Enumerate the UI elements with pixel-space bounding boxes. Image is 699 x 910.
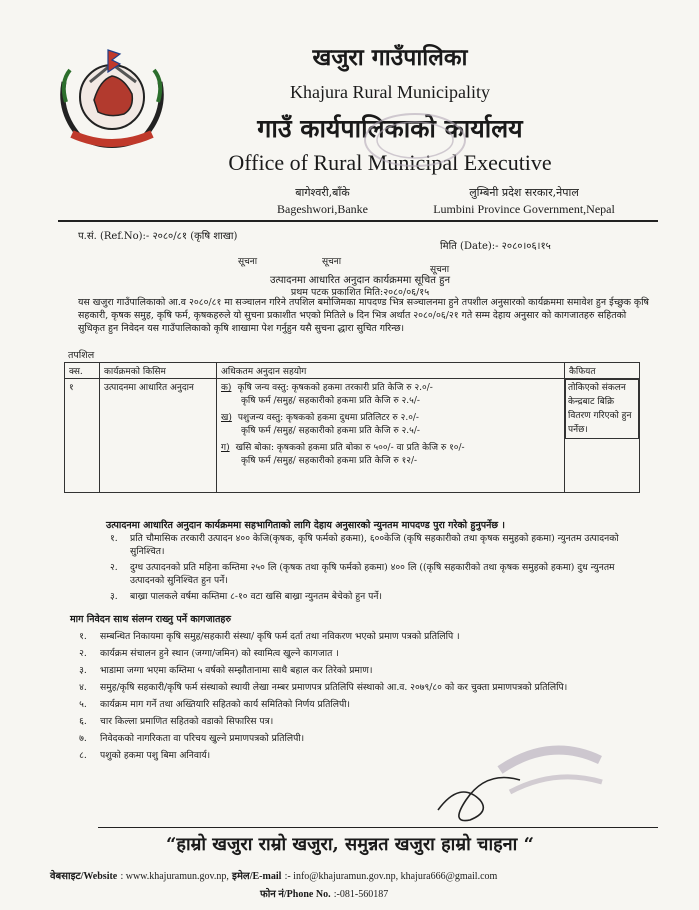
footer-phone: [260, 886, 388, 900]
documents-title: माग निवेदन साथ संलग्न राख्नु पर्ने कागजातहरु: [70, 614, 232, 625]
col-header-sn: क्स.: [65, 363, 100, 379]
cell-grant-items: [217, 379, 565, 493]
municipality-name-en: Khajura Rural Municipality: [290, 82, 490, 102]
office-name-en: Office of Rural Municipal Executive: [228, 150, 552, 175]
cell-sn: १: [65, 379, 100, 493]
col-header-remarks: कैफियत: [565, 363, 640, 379]
email-link[interactable]: :- info@khajuramun.gov.np, khajura666@gmail.com: [284, 871, 498, 882]
table-row: [65, 379, 640, 493]
footer-contact: [50, 868, 497, 882]
cell-remarks: तोकिएको संकलन केन्द्रबाट बिक्रि वितरण गरिएको हुन पर्नेछ।: [565, 379, 640, 493]
grant-item: क) कृषि जन्य वस्तु: कृषकको हकमा तरकारी प्रति केजि रु २.०/- कृषि फर्म /समुह/ सहकारीको हकमा प्रति केजि रु २.५/-: [221, 383, 433, 406]
conditions-title: उत्पादनमा आधारित अनुदान कार्यक्रममा सहभागिताको लागि देहाय अनुसारको न्युनतम मापदण्ड पुरा गरेको हुनुपर्नेछ ।: [106, 520, 505, 531]
header-divider: [58, 220, 658, 222]
list-item: ८. पशुको हकमा पशु बिमा अनिवार्य।: [79, 750, 211, 761]
address-en: Bageshwori,Banke: [277, 202, 368, 216]
slogan: “हाम्रो खजुरा राम्रो खजुरा, समुन्नत खजुरा हाम्रो चाहना “: [166, 834, 534, 855]
grant-table: [64, 362, 640, 493]
signature-stamp-icon: [430, 740, 610, 830]
list-item: ५. कार्यक्रम माग गर्ने तथा अख्तियारि सहितको कार्य समितिको निर्णय प्रतिलिपी।: [79, 699, 351, 710]
office-name-np: गाउँ कार्यपालिकाको कार्यालय: [257, 114, 523, 143]
list-item: १. सम्बन्धित निकायमा कृषि समुह/सहकारी संस्था/ कृषि फर्म दर्ता तथा नविकरण भएको प्रमाण पत्रको प्रतिलिपि ।: [79, 631, 460, 642]
list-item: २. दुग्ध उत्पादनको प्रति महिना कम्तिमा २५० लि (कृषक तथा कृषि फर्मको हकमा) ४०० लि ((कृषि सहकारीको तथा कृषक समुहको हकमा) दुध न्युनतम उत्पादनको सुनिश्चित हुन पर्ने।: [110, 562, 615, 586]
list-item: ६. चार किल्ला प्रमाणित सहितको वडाको सिफारिस पत्र।: [79, 716, 274, 727]
nepal-emblem-icon: [50, 42, 174, 152]
province-info: [424, 184, 624, 218]
phone-label: फोन नं/Phone No.: [260, 889, 331, 900]
col-header-grant: अधिकतम अनुदान सहयोग: [217, 363, 565, 379]
notice-label: सूचना: [322, 257, 342, 267]
office-stamp-icon: [360, 110, 470, 170]
grant-item: ख) पशुजन्य वस्तु: कृषकको हकमा दुधमा प्रतिलिटर रु २.०/- कृषि फर्म /समुह/ सहकारीको हकमा प्रति केजि रु २.५/-: [221, 413, 420, 436]
list-item: ३. बाख्रा पालकले वर्षमा कम्तिमा ८-१० वटा खसि बाख्रा न्युनतम बेचेको हुन पर्ने।: [110, 591, 382, 602]
notice-label: सूचना: [238, 257, 258, 267]
address-np: बागेश्वरी,बाँके: [295, 186, 350, 199]
conditions-list: [110, 532, 640, 606]
footer-divider: [98, 827, 658, 828]
phone-number: :-081-560187: [333, 889, 389, 900]
list-item: २. कार्यक्रम संचालन हुने स्थान (जग्गा/जमिन) को स्वामित्व खुल्ने कागजात ।: [79, 648, 339, 659]
table-label: तपशिल: [68, 350, 95, 361]
cell-program: उत्पादनमा आधारित अनुदान: [100, 379, 217, 493]
municipality-name-np: खजुरा गाउँपालिका: [312, 44, 468, 71]
notice-date: मिति (Date):- २०८०।०६।१५: [440, 241, 551, 252]
notice-title: उत्पादनमा आधारित अनुदान कार्यक्रममा सूचित हुन: [269, 275, 450, 286]
province-np: लुम्बिनी प्रदेश सरकार,नेपाल: [469, 186, 579, 199]
notice-label: सूचना: [430, 265, 450, 275]
table-header-row: [65, 363, 640, 379]
list-item: १. प्रति चौमासिक तरकारी उत्पादन ४०० केजि(कृषक, कृषि फर्मको हकमा), ६००केजि (कृषि सहकारीको तथा कृषक समुहको हकमा) न्युनतम उत्पादनको सुनिश्चित।: [110, 533, 619, 557]
website-label: वेबसाइट/Website: [50, 871, 118, 882]
list-item: ७. निवेदकको नागरिकता वा परिचय खुल्ने प्रमाणपत्रको प्रतिलिपी।: [79, 733, 305, 744]
col-header-program: कार्यक्रमको किसिम: [100, 363, 217, 379]
grant-item: ग) खसि बोका: कृषकको हकमा प्रति बोका रु ५००/- वा प्रति केजि रु १०/- कृषि फर्म /समुह/ सहकारीको हकमा प्रति केजि रु १२/-: [221, 443, 465, 466]
intro-paragraph: यस खजुरा गाउँपालिकाको आ.व २०८०/८१ मा सञ्चालन गरिने तपशिल बमोजिमका मापदण्ड भित्र सञ्चालनमा हुने तपशील अनुसारको कार्यक्रममा समावेश हुन ईच्छुक कृषि सहकारी, कृषक समुह, कृषि फर्म, कृषकहरुले यो सुचना प्रकाशीत भएको मितिले ७ दिन भित्र अर्थात २०८०/०६/२१ गते सम्म देहाय अनुसार को कागजातहरु सहितको सुधिकृत हुन निवेदन यस गाउँपालिकाको कृषि शाखामा पेश गर्नुहुन यसै सुचना द्धारा सुचित गरिन्छ।: [78, 297, 649, 334]
first-published-date: प्रथम पटक प्रकाशित मिति:२०८०/०६/१५: [290, 287, 430, 298]
office-address: [277, 184, 368, 218]
list-item: ४. समुह/कृषि सहकारी/कृषि फर्म संस्थाको स्थायी लेखा नम्बर प्रमाणपत्र प्रतिलिपि संस्थाको आ.व. २०७९/८० को कर चुक्ता प्रमाणपत्रको प्रतिलिपि।: [79, 682, 568, 693]
reference-number: प.सं. (Ref.No):- २०८०/८१ (कृषि शाखा): [78, 231, 238, 242]
email-label: इमेल/E-mail: [232, 871, 282, 882]
website-link[interactable]: : www.khajuramun.gov.np,: [120, 871, 229, 882]
province-en: Lumbini Province Government,Nepal: [433, 202, 615, 216]
list-item: ३. भाडामा जग्गा भएमा कम्तिमा ५ वर्षको सम्झौतानामा साथै बहाल कर तिरेको प्रमाण।: [79, 665, 373, 676]
